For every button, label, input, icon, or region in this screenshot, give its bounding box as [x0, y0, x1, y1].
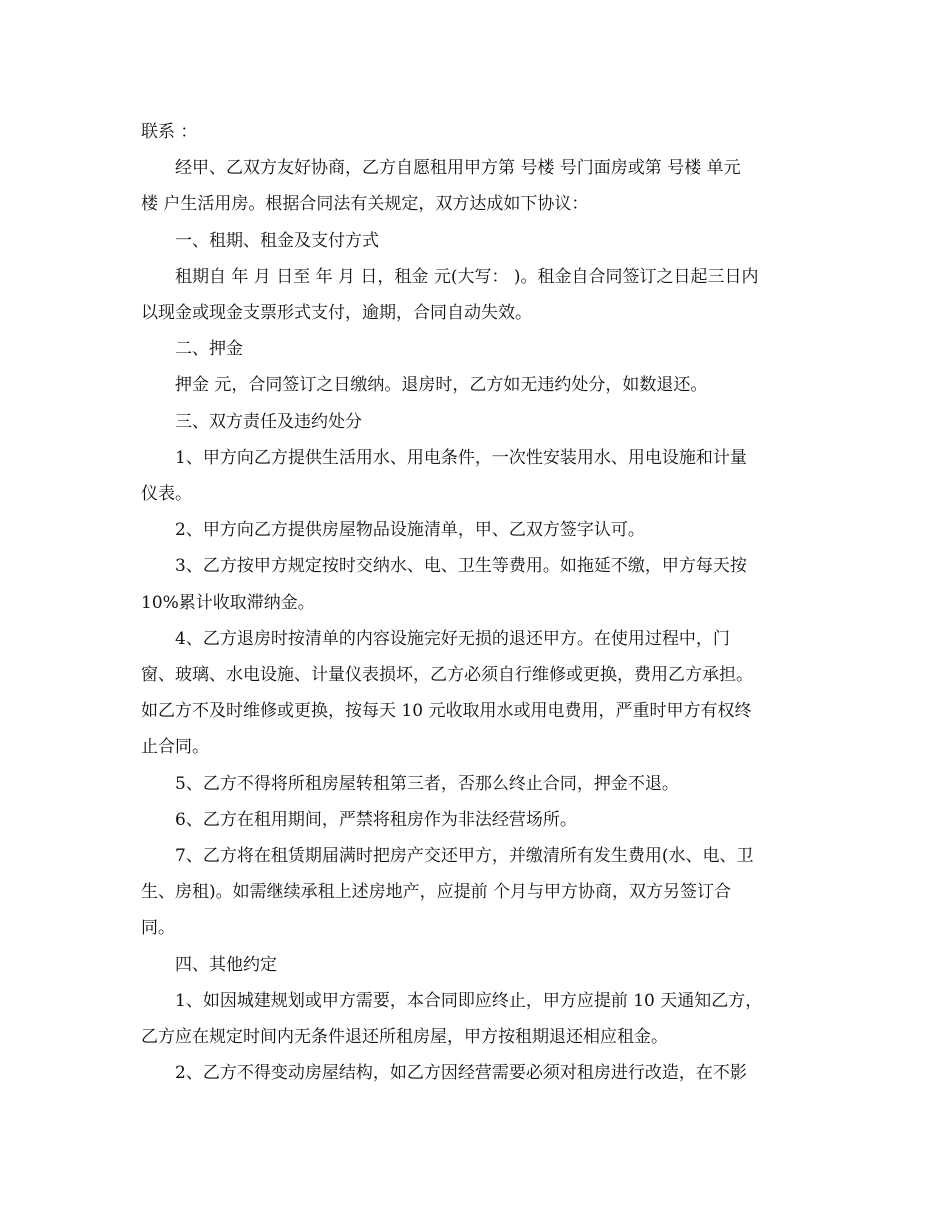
text-line: 租期自 年 月 日至 年 月 日，租金 元(大写： )。租金自合同签订之日起三日内: [175, 266, 759, 287]
text-line: 同。: [141, 918, 175, 939]
text-line: 三、双方责任及违约处分: [175, 411, 362, 432]
text-line: 10%累计收取滞纳金。: [141, 592, 315, 613]
text-line: 押金 元，合同签订之日缴纳。退房时，乙方如无违约处分，如数退还。: [175, 375, 708, 396]
text-line: 联系 ：: [141, 122, 198, 142]
text-line: 窗、玻璃、水电设施、计量仪表损坏，乙方必须自行维修或更换，费用乙方承担。: [141, 665, 753, 686]
term-paragraph: [141, 259, 811, 331]
section-heading-responsibility: [141, 404, 811, 440]
section-heading-other: [141, 947, 811, 983]
clause-3-5: [141, 766, 811, 802]
clause-4-1: [141, 983, 811, 1055]
text-line: 经甲、乙双方友好协商，乙方自愿租用甲方第 号楼 号门面房或第 号楼 单元: [175, 158, 741, 179]
document-body: [141, 114, 811, 1091]
text-line: 生、房租)。如需继续承租上述房地产，应提前 个月与甲方协商，双方另签订合: [141, 882, 732, 903]
contact-line: [141, 114, 811, 150]
clause-3-2: [141, 512, 811, 548]
intro-paragraph: [141, 150, 811, 222]
clause-3-3: [141, 548, 811, 620]
text-line: 5、乙方不得将所租房屋转租第三者，否那么终止合同，押金不退。: [175, 773, 679, 794]
text-line: 如乙方不及时维修或更换，按每天 10 元收取用水或用电费用，严重时甲方有权终: [141, 701, 752, 722]
text-line: 6、乙方在租用期间，严禁将租房作为非法经营场所。: [175, 809, 577, 830]
text-line: 以现金或现金支票形式支付，逾期，合同自动失效。: [141, 303, 532, 324]
text-line: 4、乙方退房时按清单的内容设施完好无损的退还甲方。在使用过程中，门: [175, 628, 730, 649]
clause-3-4: [141, 621, 811, 766]
section-heading-deposit: [141, 331, 811, 367]
text-line: 1、甲方向乙方提供生活用水、用电条件，一次性安装用水、用电设施和计量: [175, 447, 747, 468]
text-line: 3、乙方按甲方规定按时交纳水、电、卫生等费用。如拖延不缴，甲方每天按: [175, 556, 747, 577]
clause-3-1: [141, 440, 811, 512]
clause-3-7: [141, 838, 811, 947]
text-line: 2、甲方向乙方提供房屋物品设施清单，甲、乙双方签字认可。: [175, 520, 645, 541]
text-line: 仪表。: [141, 484, 192, 505]
text-line: 1、如因城建规划或甲方需要，本合同即应终止，甲方应提前 10 天通知乙方，: [175, 990, 763, 1011]
clause-3-6: [141, 802, 811, 838]
text-line: 二、押金: [175, 339, 243, 360]
text-line: 7、乙方将在租赁期届满时把房产交还甲方，并缴清所有发生费用(水、电、卫: [175, 846, 754, 867]
text-line: 止合同。: [141, 737, 209, 758]
text-line: 一、租期、租金及支付方式: [175, 230, 379, 251]
text-line: 2、乙方不得变动房屋结构，如乙方因经营需要必须对租房进行改造，在不影: [175, 1063, 747, 1084]
text-line: 楼 户生活用房。根据合同法有关规定，双方达成如下协议：: [141, 194, 589, 215]
section-heading-term: [141, 223, 811, 259]
text-line: 乙方应在规定时间内无条件退还所租房屋，甲方按租期退还相应租金。: [141, 1027, 668, 1048]
clause-4-2: [141, 1055, 811, 1091]
deposit-paragraph: [141, 367, 811, 403]
text-line: 四、其他约定: [175, 954, 277, 975]
